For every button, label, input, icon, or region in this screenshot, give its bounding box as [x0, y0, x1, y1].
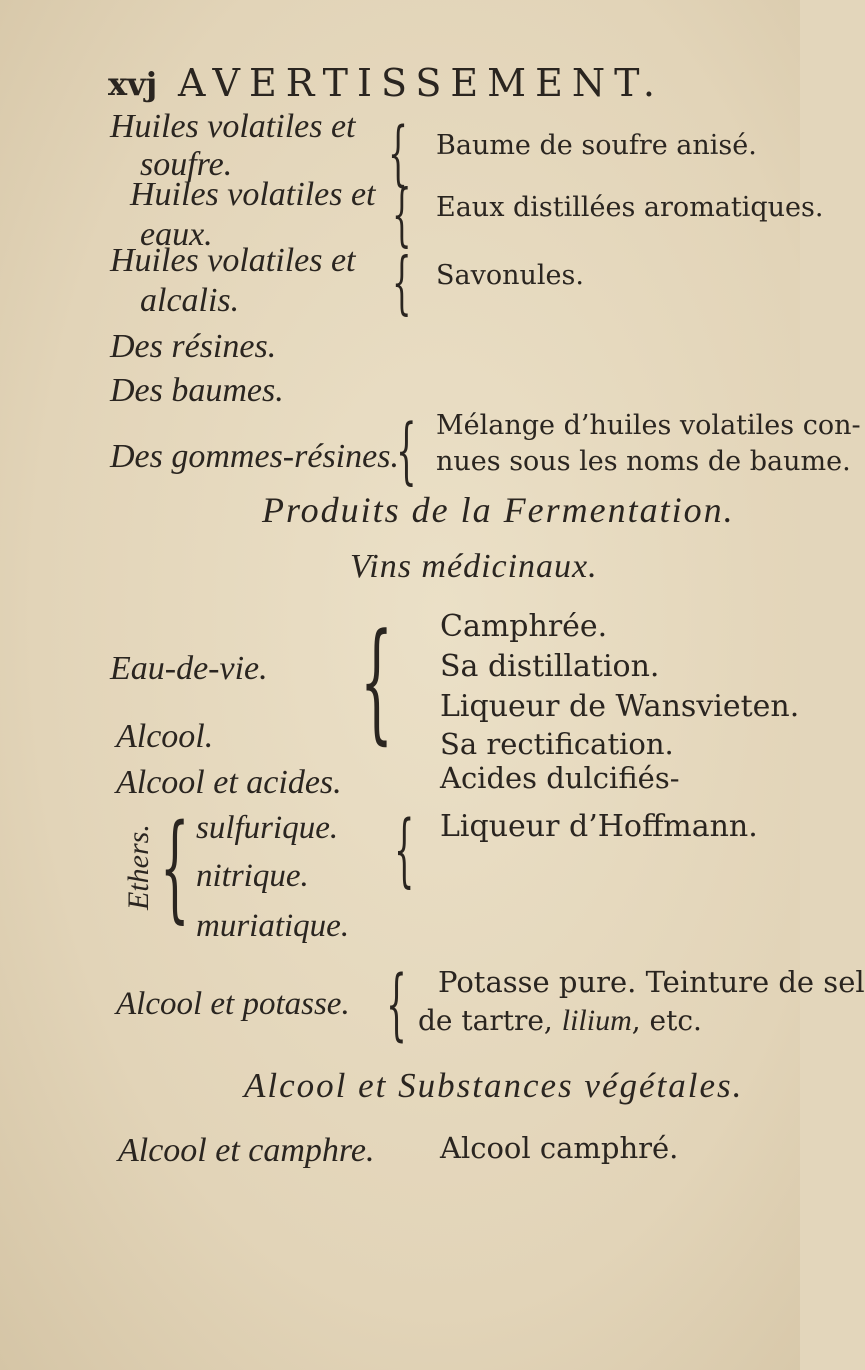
camphree: Camphrée.	[440, 609, 608, 644]
potasse-text: de tartre,	[418, 1004, 562, 1037]
potasse-etc: , etc.	[631, 1004, 702, 1037]
gommes-right-line-1: Mélange d’huiles volatiles con-	[436, 410, 861, 441]
curly-brace-icon: {	[388, 112, 409, 194]
ether-muriatique: muriatique.	[196, 908, 350, 944]
sa-distillation: Sa distillation.	[440, 649, 660, 684]
potasse-right-line-1: Potasse pure. Teinture de sel	[438, 965, 865, 999]
alcool-label: Alcool.	[116, 718, 214, 755]
row-3-left-line-1: Huiles volatiles et	[110, 242, 356, 279]
row-1-left-line-2: soufre.	[140, 146, 233, 183]
row-2-left-line-2: eaux.	[140, 216, 213, 253]
section-title-fermentation: Produits de la Fermentation.	[262, 490, 735, 530]
alcool-camphre-label: Alcool et camphre.	[118, 1132, 375, 1169]
liqueur-wansvieten: Liqueur de Wansvieten.	[440, 689, 800, 724]
curly-brace-icon: {	[392, 244, 412, 323]
eau-de-vie-label: Eau-de-vie.	[110, 650, 268, 687]
row-1-left-line-1: Huiles volatiles et	[110, 108, 356, 145]
row-1-right: Baume de soufre anisé.	[436, 130, 757, 161]
curly-brace-icon: {	[394, 803, 415, 896]
row-2-right: Eaux distillées aromatiques.	[436, 192, 824, 223]
curly-brace-icon: {	[386, 960, 407, 1050]
section-title-substances: Alcool et Substances végétales.	[244, 1066, 744, 1105]
curly-brace-icon: {	[396, 408, 417, 492]
row-3-right: Savonules.	[436, 260, 584, 291]
curly-brace-icon: {	[392, 176, 412, 255]
baumes-item: Des baumes.	[110, 372, 284, 409]
gommes-right-line-2: nues sous les noms de baume.	[436, 446, 851, 477]
ether-sulfurique: sulfurique.	[196, 810, 339, 846]
acides-dulcifies: Acides dulcifiés-	[440, 761, 680, 795]
lilium-italic: lilium	[561, 1004, 632, 1037]
alcool-acides-label: Alcool et acides.	[116, 764, 342, 801]
curly-brace-icon: {	[360, 605, 394, 757]
row-2-left-line-1: Huiles volatiles et	[130, 176, 376, 213]
potasse-right-line-2	[418, 1006, 702, 1036]
ethers-vertical-label: Ethers.	[122, 824, 155, 910]
liqueur-hoffmann: Liqueur d’Hoffmann.	[440, 809, 758, 844]
alcool-camphre-result: Alcool camphré.	[440, 1131, 679, 1165]
gommes-resines-left: Des gommes-résines.	[110, 438, 399, 475]
curly-brace-icon: {	[160, 800, 190, 935]
alcool-potasse-label: Alcool et potasse.	[116, 986, 350, 1022]
row-3-left-line-2: alcalis.	[140, 282, 240, 319]
ether-nitrique: nitrique.	[196, 858, 309, 894]
running-title: AVERTISSEMENT.	[178, 61, 664, 105]
page-number: xvj	[108, 65, 158, 103]
sa-rectification: Sa rectification.	[440, 727, 674, 761]
subsection-title-vins: Vins médicinaux.	[350, 548, 598, 585]
resines-item: Des résines.	[110, 328, 277, 365]
